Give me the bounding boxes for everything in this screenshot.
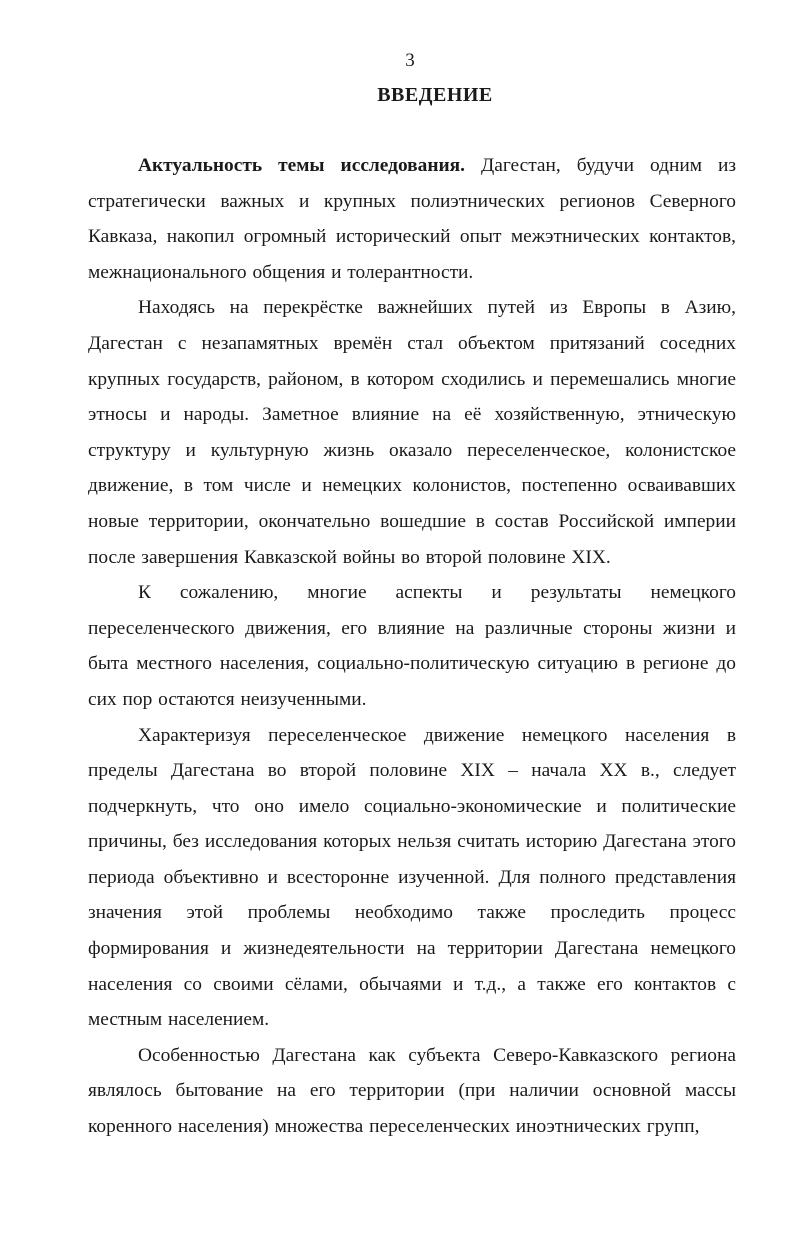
page-number: 3 (405, 50, 415, 71)
paragraph-unstudied: К сожалению, многие аспекты и результаты немецкого переселенческого движения, его влияние на различные стороны жизни и быта местного населения, социально-политическую ситуацию в регионе до сих пор остаются неизученными. (88, 582, 736, 710)
paragraph-crossroads: Находясь на перекрёстке важнейших путей из Европы в Азию, Дагестан с незапамятных времён стал объектом притязаний соседних крупных государств, районом, в котором сходились и перемешались многие этносы и народы. Заметное влияние на её хозяйственную, этническую структуру и культурную жизнь оказало переселенческое, колонистское движение, в том числе и немецких колонистов, постепенно осваивавших новые территории, окончательно вошедшие в состав Российской империи после завершения Кавказской войны во второй половине XIX. (88, 297, 736, 568)
body-text (88, 148, 736, 1145)
section-heading: ВВЕДЕНИЕ (377, 84, 493, 106)
paragraph-peculiarity: Особенностью Дагестана как субъекта Северо-Кавказского региона являлось бытование на его территории (при наличии основной массы коренного населения) множества переселенческих иноэтнических групп, (88, 1044, 736, 1138)
paragraph-text: Дагестан, будучи одним из стратегически важных и крупных полиэтнических регионов Северного Кавказа, накопил огромный исторический опыт межэтнических контактов, межнационального общения и толерантности. (88, 155, 737, 283)
paragraph-resettlement: Характеризуя переселенческое движение немецкого населения в пределы Дагестана во второй половине XIX – начала XX в., следует подчеркнуть, что оно имело социально-экономические и политические причины, без исследования которых нельзя считать историю Дагестана этого периода объективно и всесторонне изученной. Для полного представления значения этой проблемы необходимо также проследить процесс формирования и жизнедеятельности на территории Дагестана немецкого населения со своими сёлами, обычаями и т.д., а также его контактов с местным населением. (88, 724, 736, 1031)
paragraph-lead: Актуальность темы исследования. (138, 155, 466, 176)
paragraph-relevance (88, 148, 736, 290)
